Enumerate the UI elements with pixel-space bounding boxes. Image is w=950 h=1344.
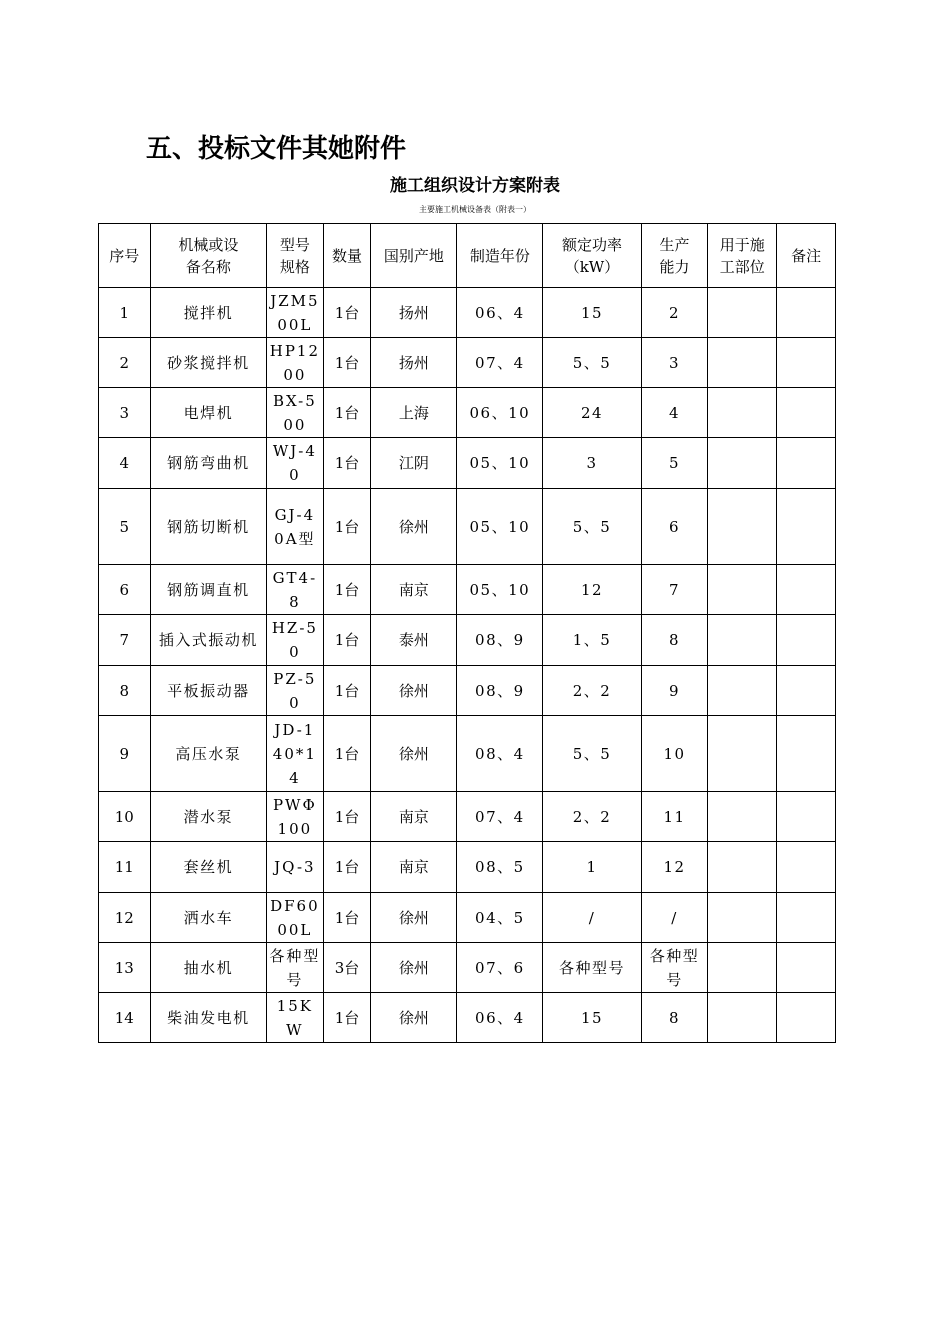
cell-year: 05、10 xyxy=(457,565,543,615)
cell-power: 各种型号 xyxy=(543,943,641,993)
table-row xyxy=(99,993,836,1043)
cell-remark xyxy=(777,842,836,893)
cell-power: 1、5 xyxy=(543,615,641,666)
cell-model: DF6000L xyxy=(267,893,324,943)
table-row xyxy=(99,288,836,338)
table-header-row xyxy=(99,224,836,288)
cell-origin: 徐州 xyxy=(371,489,457,565)
cell-origin: 徐州 xyxy=(371,993,457,1043)
cell-seq: 7 xyxy=(99,615,151,666)
cell-model: HZ-50 xyxy=(267,615,324,666)
cell-equipment-name: 钢筋切断机 xyxy=(150,489,266,565)
cell-site xyxy=(708,565,777,615)
cell-site xyxy=(708,943,777,993)
cell-origin: 南京 xyxy=(371,565,457,615)
cell-origin: 扬州 xyxy=(371,338,457,388)
cell-seq: 10 xyxy=(99,792,151,842)
cell-origin: 徐州 xyxy=(371,943,457,993)
cell-model: 各种型号 xyxy=(267,943,324,993)
header-site: 用于施工部位 xyxy=(708,224,777,288)
table-row xyxy=(99,666,836,716)
table-row xyxy=(99,489,836,565)
cell-remark xyxy=(777,666,836,716)
cell-capacity: 各种型号 xyxy=(641,943,708,993)
cell-power: 24 xyxy=(543,388,641,438)
cell-origin: 南京 xyxy=(371,792,457,842)
table-row xyxy=(99,388,836,438)
cell-year: 07、4 xyxy=(457,338,543,388)
cell-origin: 徐州 xyxy=(371,893,457,943)
cell-quantity: 1台 xyxy=(323,993,371,1043)
cell-remark xyxy=(777,288,836,338)
cell-site xyxy=(708,489,777,565)
cell-quantity: 1台 xyxy=(323,893,371,943)
cell-origin: 上海 xyxy=(371,388,457,438)
cell-site xyxy=(708,993,777,1043)
cell-power: 15 xyxy=(543,993,641,1043)
cell-equipment-name: 钢筋弯曲机 xyxy=(150,438,266,489)
cell-power: 5、5 xyxy=(543,489,641,565)
cell-remark xyxy=(777,615,836,666)
header-origin: 国别产地 xyxy=(371,224,457,288)
cell-capacity: 10 xyxy=(641,716,708,792)
cell-origin: 江阴 xyxy=(371,438,457,489)
cell-power: 12 xyxy=(543,565,641,615)
cell-model: JD-140*14 xyxy=(267,716,324,792)
cell-site xyxy=(708,792,777,842)
cell-year: 08、9 xyxy=(457,666,543,716)
cell-equipment-name: 插入式振动机 xyxy=(150,615,266,666)
cell-equipment-name: 砂浆搅拌机 xyxy=(150,338,266,388)
cell-capacity: 5 xyxy=(641,438,708,489)
cell-seq: 11 xyxy=(99,842,151,893)
cell-year: 05、10 xyxy=(457,489,543,565)
cell-power: 1 xyxy=(543,842,641,893)
cell-quantity: 1台 xyxy=(323,666,371,716)
cell-equipment-name: 平板振动器 xyxy=(150,666,266,716)
cell-seq: 4 xyxy=(99,438,151,489)
cell-year: 05、10 xyxy=(457,438,543,489)
cell-remark xyxy=(777,338,836,388)
cell-model: GJ-40A型 xyxy=(267,489,324,565)
cell-year: 06、4 xyxy=(457,288,543,338)
header-remark: 备注 xyxy=(777,224,836,288)
cell-year: 08、5 xyxy=(457,842,543,893)
table-row xyxy=(99,716,836,792)
cell-model: GT4-8 xyxy=(267,565,324,615)
cell-site xyxy=(708,893,777,943)
header-name: 机械或设备名称 xyxy=(150,224,266,288)
cell-quantity: 3台 xyxy=(323,943,371,993)
cell-seq: 3 xyxy=(99,388,151,438)
table-row xyxy=(99,842,836,893)
cell-quantity: 1台 xyxy=(323,288,371,338)
cell-site xyxy=(708,388,777,438)
cell-capacity: 3 xyxy=(641,338,708,388)
cell-model: PZ-50 xyxy=(267,666,324,716)
cell-seq: 2 xyxy=(99,338,151,388)
cell-year: 06、4 xyxy=(457,993,543,1043)
cell-power: 5、5 xyxy=(543,338,641,388)
table-row xyxy=(99,565,836,615)
cell-quantity: 1台 xyxy=(323,338,371,388)
cell-power: 2、2 xyxy=(543,792,641,842)
cell-quantity: 1台 xyxy=(323,388,371,438)
cell-quantity: 1台 xyxy=(323,489,371,565)
cell-seq: 5 xyxy=(99,489,151,565)
cell-origin: 徐州 xyxy=(371,666,457,716)
cell-capacity: 7 xyxy=(641,565,708,615)
cell-power: 5、5 xyxy=(543,716,641,792)
cell-equipment-name: 套丝机 xyxy=(150,842,266,893)
cell-equipment-name: 洒水车 xyxy=(150,893,266,943)
cell-seq: 12 xyxy=(99,893,151,943)
cell-equipment-name: 高压水泵 xyxy=(150,716,266,792)
table-row xyxy=(99,615,836,666)
cell-site xyxy=(708,438,777,489)
cell-model: WJ-40 xyxy=(267,438,324,489)
cell-capacity: 11 xyxy=(641,792,708,842)
header-capacity: 生产能力 xyxy=(641,224,708,288)
cell-capacity: 4 xyxy=(641,388,708,438)
section-heading: 五、投标文件其她附件 xyxy=(146,134,407,164)
cell-model: 15KW xyxy=(267,993,324,1043)
cell-model: PWΦ100 xyxy=(267,792,324,842)
cell-site xyxy=(708,288,777,338)
cell-origin: 南京 xyxy=(371,842,457,893)
cell-year: 08、9 xyxy=(457,615,543,666)
cell-power: 2、2 xyxy=(543,666,641,716)
cell-equipment-name: 电焊机 xyxy=(150,388,266,438)
cell-seq: 8 xyxy=(99,666,151,716)
cell-site xyxy=(708,666,777,716)
cell-remark xyxy=(777,893,836,943)
cell-site xyxy=(708,842,777,893)
cell-year: 04、5 xyxy=(457,893,543,943)
header-seq: 序号 xyxy=(99,224,151,288)
cell-remark xyxy=(777,716,836,792)
cell-capacity: 8 xyxy=(641,615,708,666)
cell-site xyxy=(708,615,777,666)
table-row xyxy=(99,438,836,489)
cell-origin: 泰州 xyxy=(371,615,457,666)
cell-remark xyxy=(777,792,836,842)
equipment-table xyxy=(98,223,836,1043)
cell-equipment-name: 抽水机 xyxy=(150,943,266,993)
cell-seq: 13 xyxy=(99,943,151,993)
header-qty: 数量 xyxy=(323,224,371,288)
cell-capacity: 12 xyxy=(641,842,708,893)
cell-remark xyxy=(777,388,836,438)
cell-quantity: 1台 xyxy=(323,716,371,792)
cell-year: 07、4 xyxy=(457,792,543,842)
cell-model: HP1200 xyxy=(267,338,324,388)
cell-power: 15 xyxy=(543,288,641,338)
cell-equipment-name: 潜水泵 xyxy=(150,792,266,842)
table-row xyxy=(99,893,836,943)
header-year: 制造年份 xyxy=(457,224,543,288)
cell-equipment-name: 钢筋调直机 xyxy=(150,565,266,615)
cell-remark xyxy=(777,943,836,993)
cell-quantity: 1台 xyxy=(323,842,371,893)
cell-capacity: 8 xyxy=(641,993,708,1043)
header-power: 额定功率（kW） xyxy=(543,224,641,288)
cell-model: BX-500 xyxy=(267,388,324,438)
cell-quantity: 1台 xyxy=(323,792,371,842)
cell-quantity: 1台 xyxy=(323,438,371,489)
cell-model: JQ-3 xyxy=(267,842,324,893)
table-title: 施工组织设计方案附表 xyxy=(390,176,560,196)
cell-origin: 扬州 xyxy=(371,288,457,338)
cell-power: / xyxy=(543,893,641,943)
table-subtitle: 主要施工机械设备表（附表一） xyxy=(419,205,531,214)
cell-year: 07、6 xyxy=(457,943,543,993)
cell-capacity: 9 xyxy=(641,666,708,716)
cell-remark xyxy=(777,438,836,489)
cell-capacity: / xyxy=(641,893,708,943)
table-row xyxy=(99,943,836,993)
cell-power: 3 xyxy=(543,438,641,489)
cell-seq: 6 xyxy=(99,565,151,615)
cell-model: JZM500L xyxy=(267,288,324,338)
cell-equipment-name: 搅拌机 xyxy=(150,288,266,338)
cell-site xyxy=(708,716,777,792)
cell-year: 08、4 xyxy=(457,716,543,792)
table-row xyxy=(99,792,836,842)
cell-seq: 9 xyxy=(99,716,151,792)
cell-equipment-name: 柴油发电机 xyxy=(150,993,266,1043)
table-row xyxy=(99,338,836,388)
cell-quantity: 1台 xyxy=(323,615,371,666)
header-model: 型号规格 xyxy=(267,224,324,288)
cell-remark xyxy=(777,489,836,565)
cell-seq: 1 xyxy=(99,288,151,338)
cell-quantity: 1台 xyxy=(323,565,371,615)
cell-remark xyxy=(777,993,836,1043)
cell-origin: 徐州 xyxy=(371,716,457,792)
cell-site xyxy=(708,338,777,388)
cell-capacity: 2 xyxy=(641,288,708,338)
cell-capacity: 6 xyxy=(641,489,708,565)
cell-year: 06、10 xyxy=(457,388,543,438)
cell-seq: 14 xyxy=(99,993,151,1043)
cell-remark xyxy=(777,565,836,615)
